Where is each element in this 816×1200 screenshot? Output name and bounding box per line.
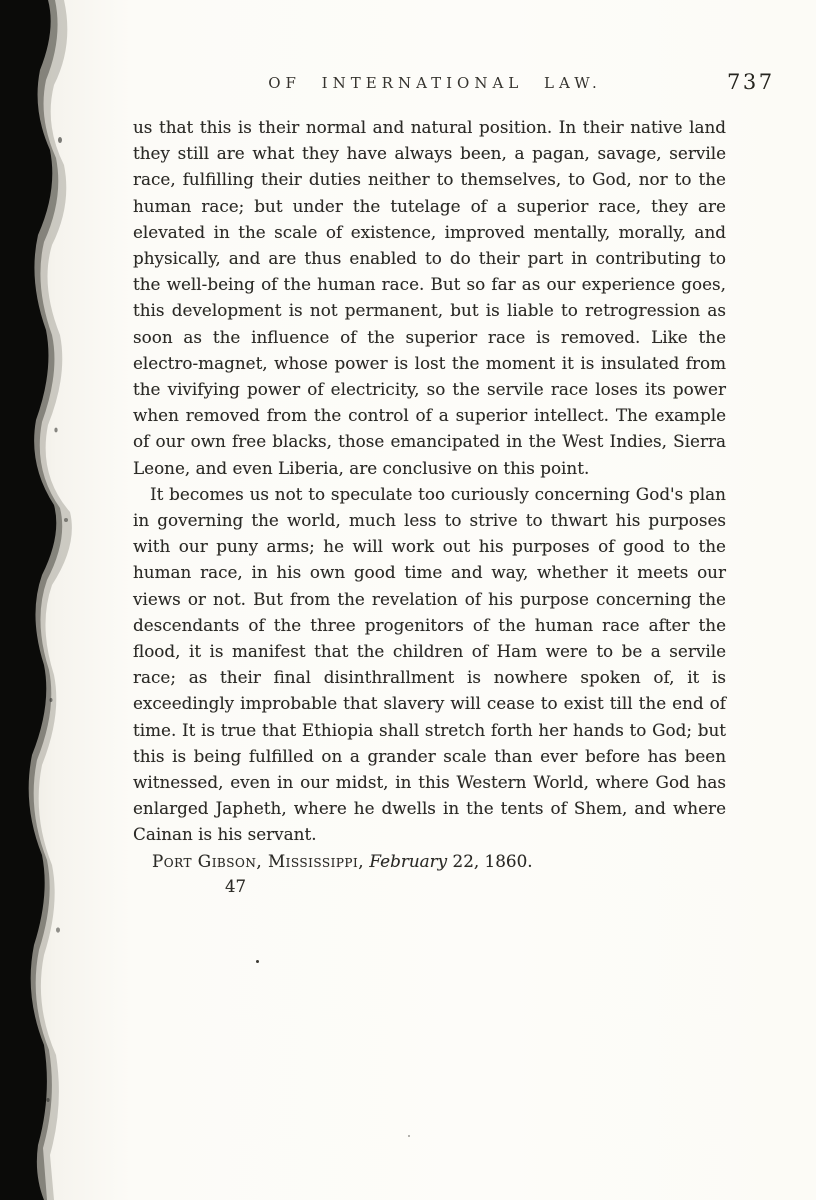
page-number: 737 <box>727 70 775 94</box>
body-paragraph-2: It becomes us not to speculate too curiously concerning God's plan in governing the world, much less to strive to thwart his purposes with our puny arms; he will work out his purposes of good to the human race, in his own good time and way, whether it meets our views or not. But from the revelation of his purpose concerning the descendants of the three progenitors of the human race after the flood, it is manifest that the children of Ham were to be a servile race; as their final disinthrallment is nowhere spoken of, it is exceedingly improbable that slavery will cease to exist till the end of time. It is true that Ethiopia shall stretch forth her hands to God; but this is being fulfilled on a grander scale than ever before has been witnessed, even in our midst, in this Western World, where God has enlarged Japheth, where he dwells in the tents of Shem, and where Cainan is his servant. <box>133 483 726 845</box>
text-block <box>133 114 726 900</box>
printers-signature-mark: 47 <box>225 876 246 896</box>
body-paragraph-1: us that this is their normal and natural position. In their native land they still are what they have always been, a pagan, savage, servile race, fulfilling their duties neither to themselves, to God, nor to the human race; but under the tutelage of a superior race, they are elevated in the scale of existence, improved mentally, morally, and physically, and are thus enabled to do their part in contributing to the well-being of the human race. But so far as our experience goes, this development is not permanent, but is liable to retrogression as soon as the influence of the superior race is removed. Like the electro-magnet, whose power is lost the moment it is insulated from the vivifying power of electricity, so the servile race loses its power when removed from the control of a superior intellect. The example of our own free blacks, those emancipated in the West Indies, Sierra Leone, and even Liberia, are conclusive on this point. <box>133 117 726 478</box>
scan-speck <box>256 960 259 963</box>
signature-date-month: February <box>369 850 448 871</box>
scan-speck <box>408 1135 410 1137</box>
signature-line <box>133 848 726 874</box>
page-header <box>0 70 816 104</box>
running-title: OF INTERNATIONAL LAW. <box>268 74 602 92</box>
signature-place: Port Gibson, Mississippi, <box>152 850 365 871</box>
scan-gutter-artifact <box>0 0 90 1200</box>
signature-date-rest: 22, 1860. <box>452 850 533 871</box>
